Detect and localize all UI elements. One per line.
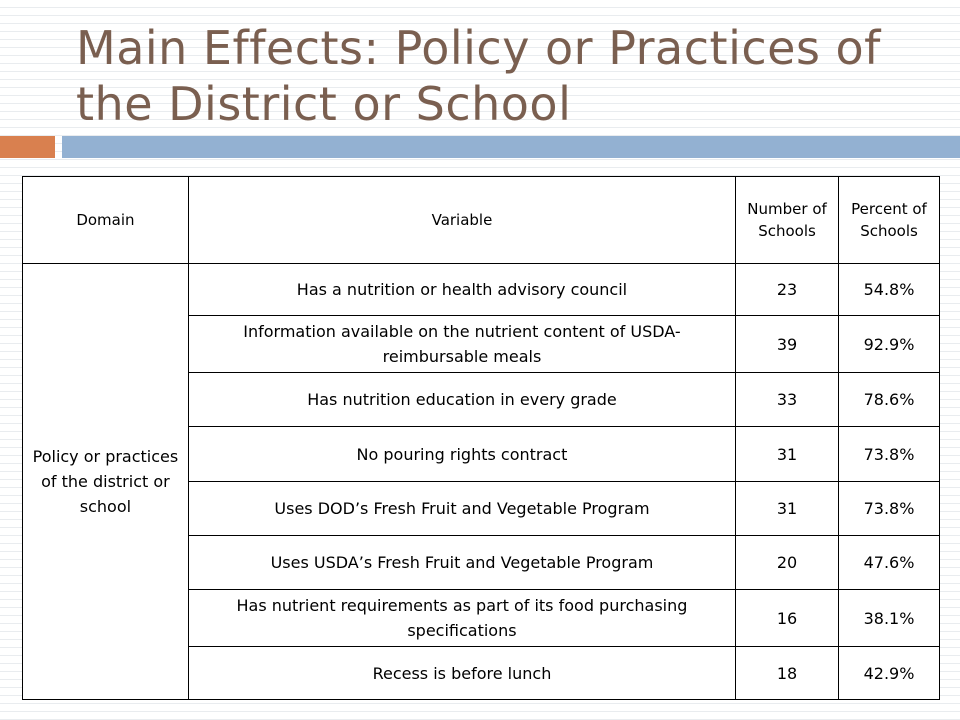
accent-bar-orange [0,136,55,158]
number-cell: 20 [736,536,839,590]
percent-cell: 42.9% [839,647,940,700]
results-table [22,176,940,700]
variable-cell: Has nutrient requirements as part of its food purchasing specifications [188,590,735,647]
variable-cell: Information available on the nutrient content of USDA-reimbursable meals [188,316,735,373]
variable-cell: Has nutrition education in every grade [188,373,735,427]
number-cell: 31 [736,482,839,536]
percent-cell: 92.9% [839,316,940,373]
variable-cell: No pouring rights contract [188,427,735,482]
percent-cell: 47.6% [839,536,940,590]
accent-bar-blue [62,136,960,158]
variable-cell: Has a nutrition or health advisory council [188,264,735,316]
header-percent-of-schools: Percent of Schools [839,177,940,264]
percent-cell: 73.8% [839,482,940,536]
number-cell: 16 [736,590,839,647]
number-cell: 23 [736,264,839,316]
table-header-row [23,177,940,264]
variable-cell: Recess is before lunch [188,647,735,700]
header-variable: Variable [188,177,735,264]
number-cell: 39 [736,316,839,373]
variable-cell: Uses DOD’s Fresh Fruit and Vegetable Program [188,482,735,536]
number-cell: 33 [736,373,839,427]
header-number-of-schools: Number of Schools [736,177,839,264]
slide-title: Main Effects: Policy or Practices of the District or School [76,21,881,131]
table-row [23,264,940,316]
percent-cell: 54.8% [839,264,940,316]
number-cell: 31 [736,427,839,482]
percent-cell: 78.6% [839,373,940,427]
header-domain: Domain [23,177,189,264]
variable-cell: Uses USDA’s Fresh Fruit and Vegetable Program [188,536,735,590]
percent-cell: 73.8% [839,427,940,482]
domain-cell: Policy or practices of the district or school [23,264,189,700]
percent-cell: 38.1% [839,590,940,647]
number-cell: 18 [736,647,839,700]
